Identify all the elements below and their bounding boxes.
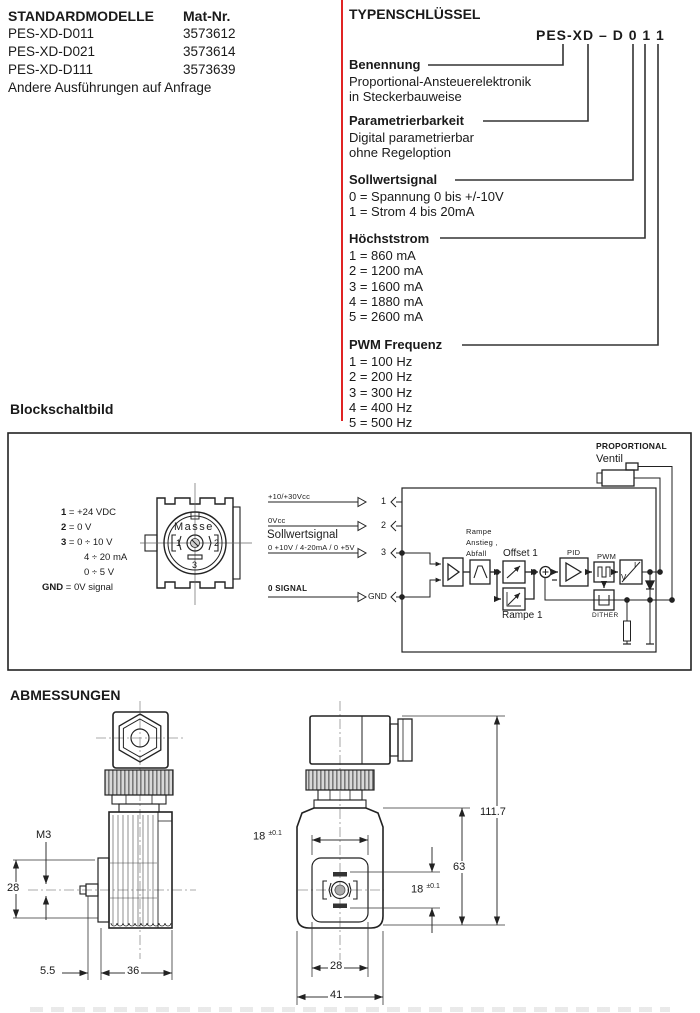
typekey-section-hoechststrom — [349, 231, 429, 324]
ramp-block-label: Abfall — [466, 549, 487, 558]
section-label: Höchststrom — [349, 231, 430, 246]
pin-desc: = +24 VDC — [66, 507, 116, 518]
signal-label-setpoint-range: 0 +10V / 4-20mA / 0 +5V — [268, 543, 355, 552]
pid-block-label: PID — [567, 548, 581, 557]
section-label: PWM Frequenz — [349, 337, 443, 352]
connector-pin-1: 1 — [176, 538, 182, 548]
typekey-section-parametrierbarkeit — [349, 113, 474, 161]
pin-desc: = 0V signal — [63, 582, 114, 593]
model-name: PES-XD-D111 — [8, 62, 94, 77]
model-name: PES-XD-D011 — [8, 26, 95, 41]
pin-legend-row — [84, 552, 127, 563]
typekey-section-pwm-frequenz — [349, 337, 442, 430]
section-label: Sollwertsignal — [349, 172, 438, 187]
typekey-title: TYPENSCHLÜSSEL — [349, 6, 481, 22]
pin-desc: 4 ÷ 20 mA — [84, 552, 128, 563]
dim-tolerance: ±0.1 — [426, 883, 440, 890]
pin-legend-row — [61, 537, 112, 548]
pin-legend-row — [84, 567, 114, 578]
diagram-pin-3: 3 — [381, 547, 387, 557]
ramp-block-label: Anstieg , — [466, 538, 498, 547]
dim-111-7-label: 111.7 — [480, 806, 506, 818]
signal-label-0signal: 0 SIGNAL — [268, 584, 308, 593]
connector-pin-3: 3 — [192, 560, 198, 570]
section-line: 5 = 2600 mA — [349, 309, 424, 325]
dim-28-bottom-label: 28 — [330, 960, 343, 972]
diagram-pin-gnd: GND — [368, 591, 387, 601]
section-line: 2 = 200 Hz — [349, 369, 413, 385]
pin-number: 2 — [61, 522, 67, 533]
signal-label-supply: +10/+30Vcc — [268, 492, 311, 501]
pin-number: 3 — [61, 537, 67, 548]
dim-value: 18 — [253, 830, 266, 843]
blockdiagram-title: Blockschaltbild — [10, 401, 114, 417]
offset-block-label: Offset 1 — [503, 548, 538, 559]
pin-number: 1 — [61, 507, 67, 518]
dim-tolerance: ±0.1 — [268, 830, 282, 837]
section-line: 3 = 1600 mA — [349, 278, 424, 294]
dim-18-top-label — [253, 830, 282, 843]
vi-block-v-label: V — [621, 573, 627, 582]
pin-desc: 0 ÷ 5 V — [84, 567, 115, 578]
section-line: 4 = 400 Hz — [349, 399, 413, 415]
diagram-pin-2: 2 — [381, 520, 387, 530]
section-line: 1 = 100 Hz — [349, 354, 413, 369]
dim-63-label: 63 — [453, 861, 466, 873]
proportional-label: PROPORTIONAL — [596, 441, 667, 451]
cut-off-text-strip — [30, 1007, 670, 1012]
diagram-pin-1: 1 — [381, 496, 387, 506]
ventil-label: Ventil — [596, 453, 623, 465]
dim-18-right-label — [411, 883, 440, 896]
section-line: Digital parametrierbar — [349, 130, 474, 145]
signal-label-0vcc: 0Vcc — [268, 516, 286, 525]
signal-label-sollwertsignal: Sollwertsignal — [267, 529, 338, 541]
type-code: PES-XD – D 0 1 1 — [536, 27, 665, 43]
ramp-block-label: Rampe — [466, 527, 492, 536]
section-line: 1 = Strom 4 bis 20mA — [349, 204, 475, 220]
section-line: 2 = 1200 mA — [349, 263, 424, 279]
pin-legend-row — [61, 507, 116, 518]
dim-41-label: 41 — [330, 989, 343, 1001]
rampe1-block-label: Rampe 1 — [502, 610, 543, 621]
section-line: 5 = 500 Hz — [349, 415, 413, 431]
connector-masse-label: Masse — [174, 521, 214, 533]
section-line: 3 = 300 Hz — [349, 384, 413, 400]
connector-pin-2: 2 — [214, 538, 220, 548]
model-matnr: 3573639 — [183, 62, 236, 77]
typekey-section-benennung — [349, 57, 531, 105]
section-line: ohne Regeloption — [349, 145, 451, 161]
section-line: 0 = Spannung 0 bis +/-10V — [349, 189, 504, 204]
dim-5-5-label: 5.5 — [40, 965, 56, 977]
model-name: PES-XD-D021 — [8, 44, 96, 59]
pin-number: GND — [42, 582, 64, 593]
section-line: in Steckerbauweise — [349, 89, 462, 105]
section-label: Parametrierbarkeit — [349, 113, 464, 128]
pin-desc: = 0 ÷ 10 V — [66, 537, 113, 548]
pin-desc: = 0 V — [66, 522, 92, 533]
model-matnr: 3573614 — [183, 44, 236, 59]
vi-block-i-label: I — [634, 561, 637, 570]
dim-28-left-label: 28 — [7, 882, 20, 894]
section-line: Proportional-Ansteuerelektronik — [349, 74, 532, 89]
dim-m3-label: M3 — [36, 829, 52, 841]
section-line: 4 = 1880 mA — [349, 293, 424, 309]
models-title: STANDARDMODELLE — [8, 8, 154, 24]
models-col-matnr: Mat-Nr. — [183, 8, 231, 24]
pin-legend-row — [61, 522, 91, 533]
dimension-drawings — [0, 695, 700, 1013]
pwm-block-label: PWM — [597, 552, 617, 561]
models-note: Andere Ausführungen auf Anfrage — [8, 80, 212, 95]
dim-value: 18 — [411, 883, 424, 896]
dimensions-title: ABMESSUNGEN — [10, 687, 121, 703]
pin-legend-row — [42, 582, 113, 593]
dither-block-label: DITHER — [592, 612, 619, 619]
model-matnr: 3573612 — [183, 26, 236, 41]
typekey-section-sollwertsignal — [349, 172, 504, 220]
dim-36-label: 36 — [127, 965, 140, 977]
section-label: Benennung — [349, 57, 421, 72]
section-line: 1 = 860 mA — [349, 248, 416, 263]
